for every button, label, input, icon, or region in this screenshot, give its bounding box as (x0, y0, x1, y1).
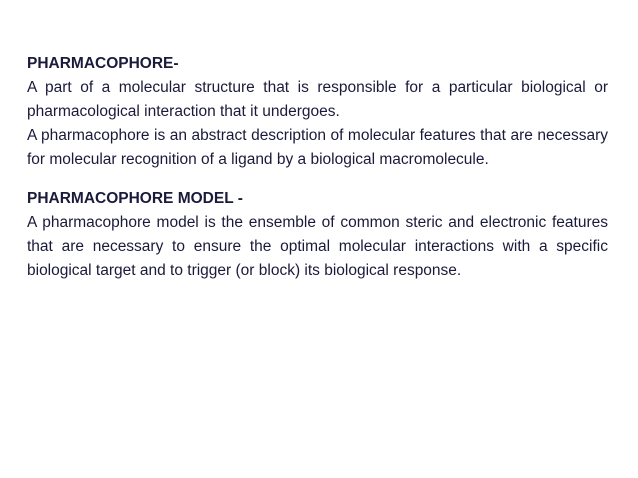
section-pharmacophore-model (27, 187, 608, 283)
model-paragraph: A pharmacophore model is the ensemble of common steric and electronic features that are necessary to ensure the optimal molecular interactions with a specific biological target and to trigger (or block) its biological response. (27, 214, 608, 279)
section-heading: PHARMACOPHORE- (27, 55, 179, 72)
section-pharmacophore (27, 52, 608, 172)
definition-paragraph: A part of a molecular structure that is responsible for a particular biological or pharmacological interaction that it undergoes. (27, 79, 608, 120)
description-paragraph: A pharmacophore is an abstract description of molecular features that are necessary for molecular recognition of a ligand by a biological macromolecule. (27, 127, 608, 168)
section-heading: PHARMACOPHORE MODEL - (27, 190, 243, 207)
slide-content (27, 52, 608, 283)
